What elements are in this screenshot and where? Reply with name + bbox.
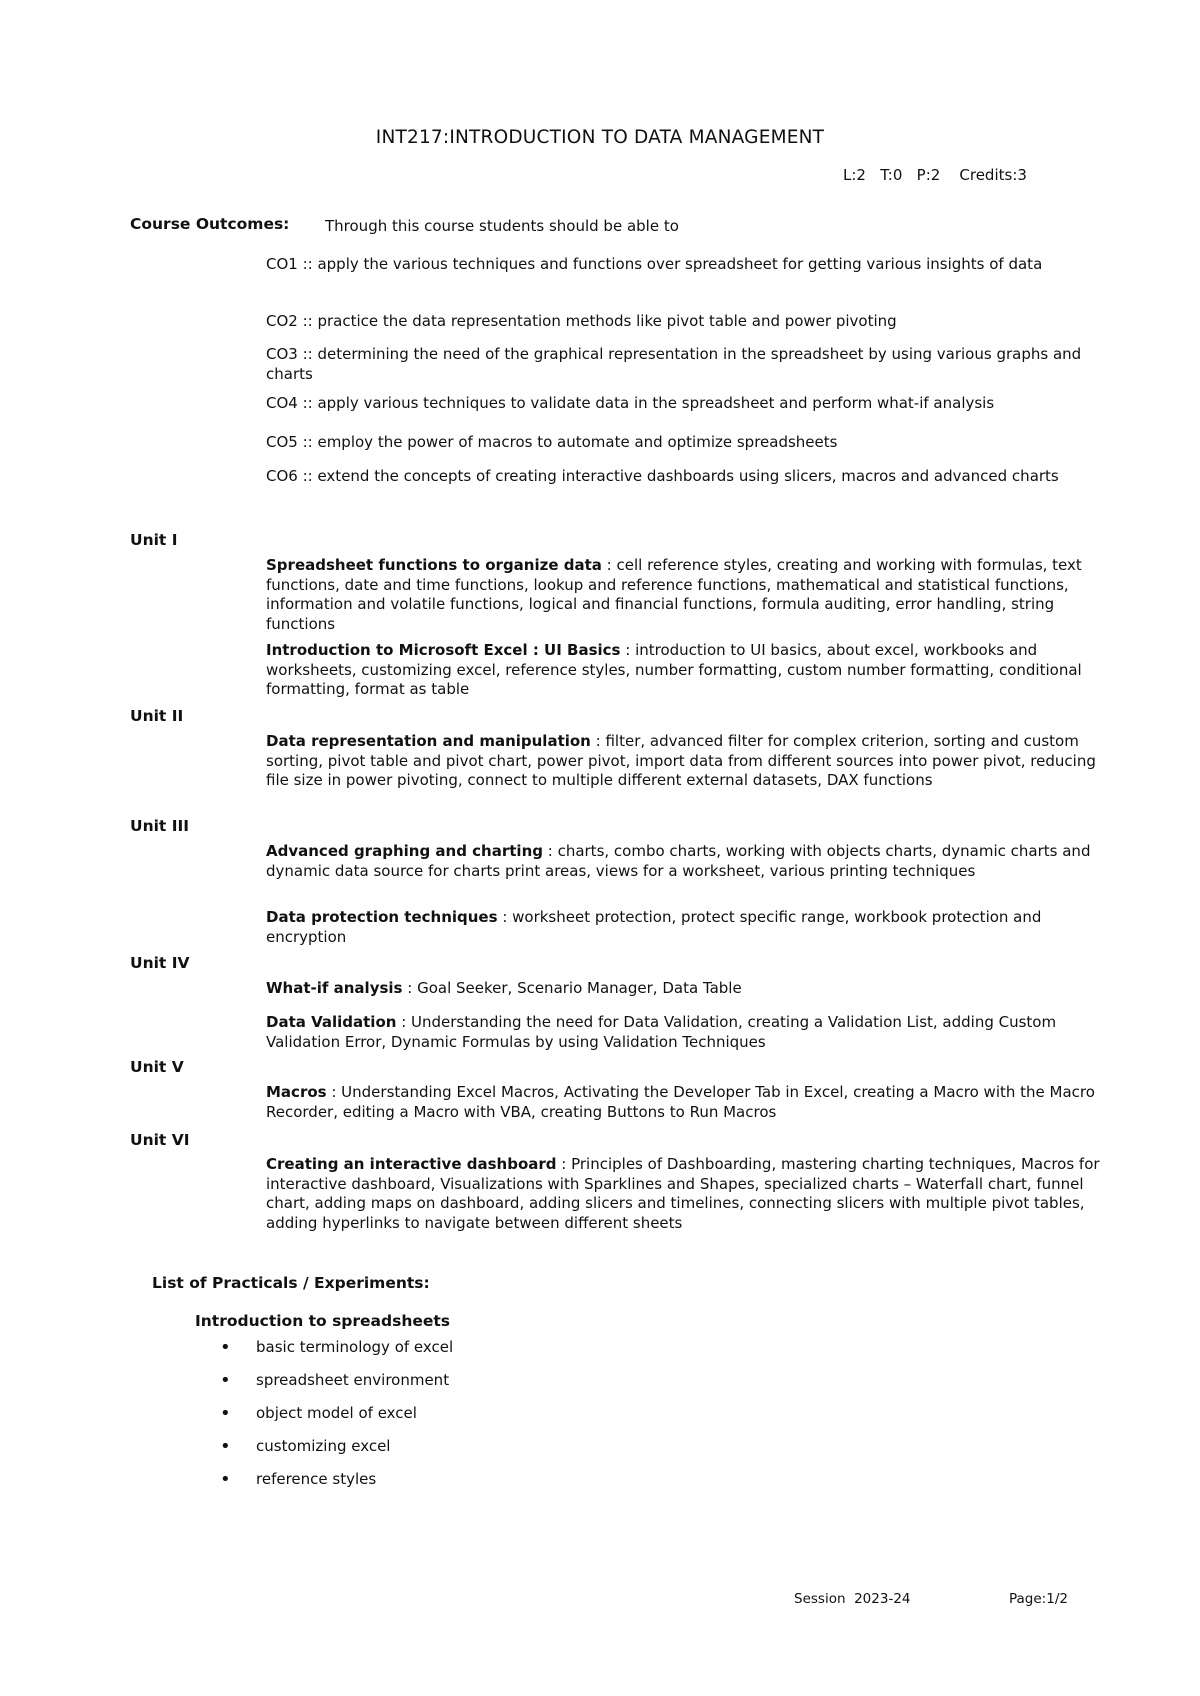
unit-label: Unit II [130, 707, 184, 725]
outcome-co3: CO3 :: determining the need of the graphical representation in the spreadsheet by using various graphs and charts [266, 345, 1082, 383]
topic-title: Introduction to Microsoft Excel : UI Basics [266, 641, 621, 659]
unit-topic [266, 1013, 1116, 1052]
unit-label: Unit VI [130, 1131, 190, 1149]
course-outcomes-intro: Through this course students should be able to [325, 217, 679, 235]
topic-text: : Understanding Excel Macros, Activating the Developer Tab in Excel, creating a Macro with the Macro Recorder, editing a Macro with VBA, creating Buttons to Run Macros [266, 1083, 1095, 1121]
session-label: Session 2023-24 [794, 1591, 911, 1607]
unit-topic [266, 732, 1116, 791]
list-item: spreadsheet environment [256, 1371, 450, 1389]
unit-label: Unit III [130, 817, 190, 835]
unit-topic [266, 908, 1116, 947]
bullet-icon: • [220, 1370, 231, 1391]
list-item: object model of excel [256, 1404, 417, 1422]
unit-label: Unit IV [130, 954, 190, 972]
unit-label: Unit I [130, 531, 178, 549]
outcome-co5: CO5 :: employ the power of macros to automate and optimize spreadsheets [266, 433, 838, 451]
page-number: Page:1/2 [1009, 1591, 1068, 1607]
topic-text: : worksheet protection, protect specific range, workbook protection and encryption [266, 908, 1042, 946]
course-outcomes-label: Course Outcomes: [130, 215, 290, 233]
practicals-subheading: Introduction to spreadsheets [195, 1312, 451, 1330]
bullet-icon: • [220, 1403, 231, 1424]
outcome-co6: CO6 :: extend the concepts of creating interactive dashboards using slicers, macros and advanced charts [266, 467, 1059, 485]
bullet-icon: • [220, 1469, 231, 1490]
topic-text: : Principles of Dashboarding, mastering charting techniques, Macros for interactive dashboard, Visualizations with Sparklines and Shapes, specialized charts – Waterfall chart, funnel chart, adding maps on dashboard, adding slicers and timelines, connecting slicers with multiple pivot tables, adding hyperlinks to navigate between different sheets [266, 1155, 1100, 1233]
credits-line: L:2 T:0 P:2 Credits:3 [843, 166, 1027, 184]
bullet-icon: • [220, 1436, 231, 1457]
topic-title: Data protection techniques [266, 908, 498, 926]
topic-title: Creating an interactive dashboard [266, 1155, 557, 1173]
topic-title: Data representation and manipulation [266, 732, 591, 750]
topic-text: : charts, combo charts, working with objects charts, dynamic charts and dynamic data source for charts print areas, views for a worksheet, various printing techniques [266, 842, 1091, 880]
bullet-icon: • [220, 1337, 231, 1358]
unit-topic [266, 641, 1116, 700]
topic-title: Data Validation [266, 1013, 397, 1031]
topic-text: : filter, advanced filter for complex criterion, sorting and custom sorting, pivot table and pivot chart, power pivot, import data from different sources into power pivot, reducing file size in power pivoting, connect to multiple different external datasets, DAX functions [266, 732, 1096, 790]
outcome-co1: CO1 :: apply the various techniques and functions over spreadsheet for getting various insights of data [266, 255, 1043, 273]
list-item: customizing excel [256, 1437, 391, 1455]
topic-title: Advanced graphing and charting [266, 842, 543, 860]
unit-topic [266, 979, 1116, 999]
list-item: basic terminology of excel [256, 1338, 454, 1356]
unit-topic [266, 1083, 1116, 1122]
topic-title: Macros [266, 1083, 327, 1101]
topic-text: : Understanding the need for Data Validation, creating a Validation List, adding Custom Validation Error, Dynamic Formulas by using Validation Techniques [266, 1013, 1057, 1051]
topic-title: What-if analysis [266, 979, 403, 997]
topic-text: : introduction to UI basics, about excel, workbooks and worksheets, customizing excel, reference styles, number formatting, custom number formatting, conditional formatting, format as table [266, 641, 1082, 699]
unit-topic [266, 556, 1116, 635]
practicals-heading: List of Practicals / Experiments: [152, 1274, 430, 1292]
unit-topic [266, 1155, 1116, 1234]
outcome-co2: CO2 :: practice the data representation methods like pivot table and power pivoting [266, 312, 897, 330]
topic-text: : Goal Seeker, Scenario Manager, Data Table [402, 979, 742, 997]
outcome-co4: CO4 :: apply various techniques to validate data in the spreadsheet and perform what-if analysis [266, 394, 995, 412]
list-item: reference styles [256, 1470, 377, 1488]
unit-label: Unit V [130, 1058, 184, 1076]
unit-topic [266, 842, 1116, 881]
topic-title: Spreadsheet functions to organize data [266, 556, 602, 574]
document-title: INT217:INTRODUCTION TO DATA MANAGEMENT [375, 127, 825, 148]
topic-text: : cell reference styles, creating and working with formulas, text functions, date and time functions, lookup and reference functions, mathematical and statistical functions, information and volatile functions, logical and financial functions, formula auditing, error handling, string functions [266, 556, 1082, 634]
